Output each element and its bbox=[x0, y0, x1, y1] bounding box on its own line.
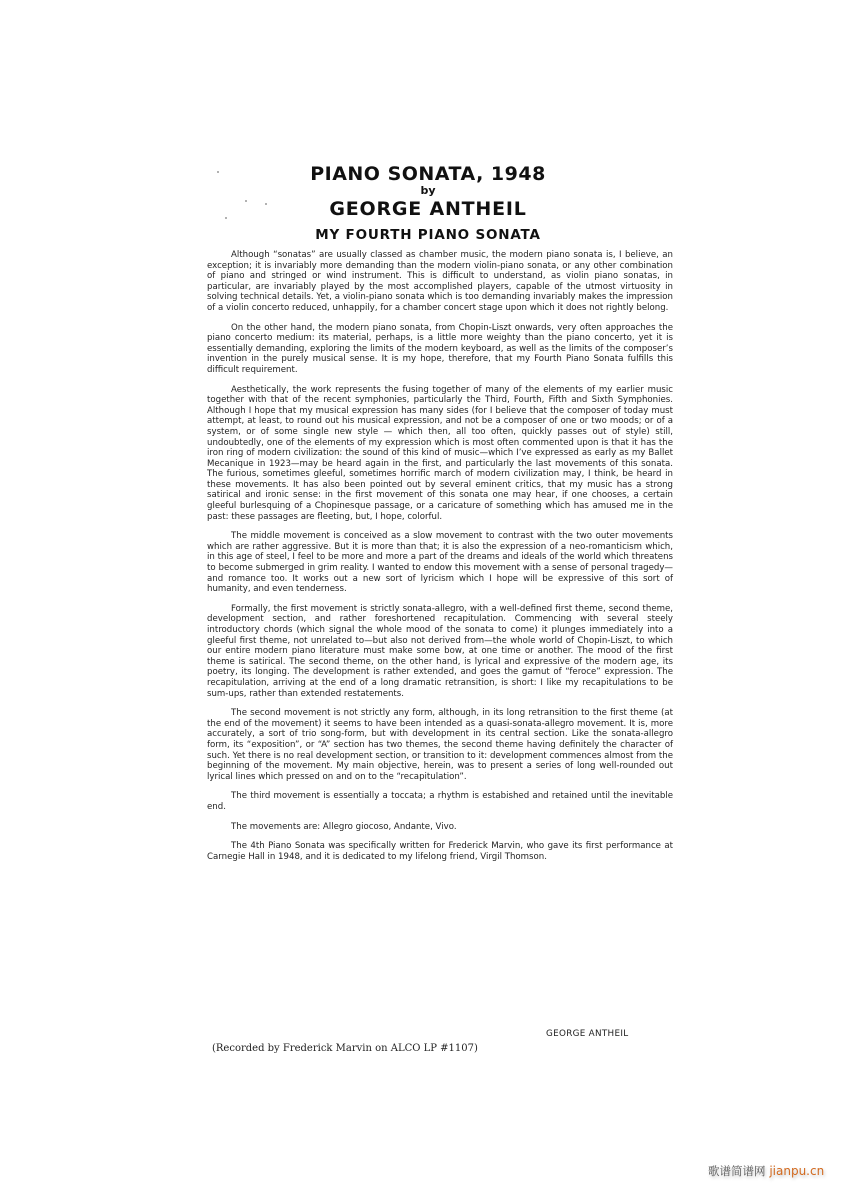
paragraph: The 4th Piano Sonata was specifically written for Frederick Marvin, who gave its first performance at Carnegie Hall in 1948, and it is dedicated to my lifelong friend, Virgil Thomson. bbox=[207, 841, 673, 862]
paragraph: Aesthetically, the work represents the fusing together of many of the elements of my earlier music together with that of the recent symphonies, particularly the Third, Fourth, Fifth and Sixth Symphonies. Although I hope that my musical expression has many sides (for I believe that the composer of today must attempt, at least, to round out his musical expression, and not be a composer of one or two moods; or of a system, or of some single new style — which then, all too often, quickly passes out of style) still, undoubtedly, one of the elements of my expression which is most often commented upon is that it has the iron ring of modern civilization: the sound of this kind of music—which I’ve expressed as early as my Ballet Mecanique in 1923—may be heard again in the first, and particularly the last movements of this sonata. The furious, sometimes gleeful, sometimes horrific march of modern civilization may, I think, be heard in these movements. It has also been pointed out by several eminent critics, that my music has a strong satirical and ironic sense: in the first movement of this sonata one may hear, if one chooses, a certain gleeful burlesquing of a Chopinesque passage, or a caricature of something which has amused me in the past: these passages are fleeting, but, I hope, colorful. bbox=[207, 384, 673, 522]
paragraph: The movements are: Allegro giocoso, Andante, Vivo. bbox=[231, 821, 457, 832]
byline-by: by bbox=[420, 184, 436, 197]
paragraph: Although “sonatas” are usually classed as chamber music, the modern piano sonata is, I believe, an exception; it is invariably more demanding than the modern violin-piano sonata, or any other combination of piano and stringed or wind instrument. This is difficult to understand, as violin piano sonatas, in particular, are invariably played by the most accomplished players, capable of the utmost virtuosity in solving technical details. Yet, a violin-piano sonata which is too demanding invariably makes the impression of a violin concerto reduced, unhappily, for a chamber concert stage upon which it does not rightly belong. bbox=[207, 250, 673, 313]
paragraph: Formally, the first movement is strictly sonata-allegro, with a well-defined first theme, second theme, development section, and rather foreshortened recapitulation. Commencing with several steely introductory chords (which signal the whole mood of the sonata to come) it plunges immediately into a gleeful first theme, not unrelated to—but also not derived from—the whole world of Chopin-Liszt, to which our entire modern piano literature must make some bow, at one time or another. The mood of the first theme is satirical. The second theme, on the other hand, is lyrical and expressive of the modern age, its poetry, its longing. The development is rather extended, and goes the gamut of “feroce” expression. The recapitulation, arriving at the end of a long dramatic retransition, is short: I like my recapitulations to be sum-ups, rather than extended restatements. bbox=[207, 603, 673, 699]
paragraph: On the other hand, the modern piano sonata, from Chopin-Liszt onwards, very often approaches the piano concerto medium: its material, perhaps, is a little more weighty than the piano concerto, yet it is essentially demanding, exploring the limits of the modern keyboard, as well as the limits of the composer’s invention in the purely musical sense. It is my hope, therefore, that my Fourth Piano Sonata fulfills this difficult requirement. bbox=[207, 322, 673, 375]
document-subtitle: MY FOURTH PIANO SONATA bbox=[315, 227, 541, 243]
recording-note: (Recorded by Frederick Marvin on ALCO LP #1107) bbox=[212, 1043, 478, 1054]
watermark-site: jianpu.cn bbox=[769, 1164, 825, 1178]
paragraph: The third movement is essentially a toccata; a rhythm is estabished and retained until the inevitable end. bbox=[207, 791, 673, 812]
paragraph: The middle movement is conceived as a slow movement to contrast with the two outer movements which are rather aggressive. But it is more than that; it is also the expression of a neo-romanticism which, in this age of steel, I feel to be more and more a part of the dreams and ideals of the world which threatens to become submerged in grim reality. I wanted to endow this movement with a sense of personal tragedy—and romance too. It works out a new sort of lyricism which I hope will be expressive of this sort of humanity, and even tenderness. bbox=[207, 531, 673, 595]
document-title: PIANO SONATA, 1948 bbox=[310, 163, 546, 185]
watermark bbox=[708, 1163, 824, 1179]
body-text bbox=[207, 250, 673, 871]
signature: GEORGE ANTHEIL bbox=[546, 1029, 629, 1039]
paragraph: The second movement is not strictly any form, although, in its long retransition to the first theme (at the end of the movement) it seems to have been intended as a quasi-sonata-allegro movement. It is, more accurately, a sort of trio song-form, but with development in its central section. Like the sonata-allegro form, its “exposition”, or “A” section has two themes, the second theme having definitely the character of such. Yet there is no real development section, or transition to it: development commences almost from the beginning of the movement. My main objective, herein, was to present a series of long well-rounded out lyrical lines which pressed on and on to the “recapitulation”. bbox=[207, 708, 673, 782]
watermark-chinese: 歌谱简谱网 bbox=[708, 1164, 766, 1178]
author-name: GEORGE ANTHEIL bbox=[329, 198, 527, 220]
